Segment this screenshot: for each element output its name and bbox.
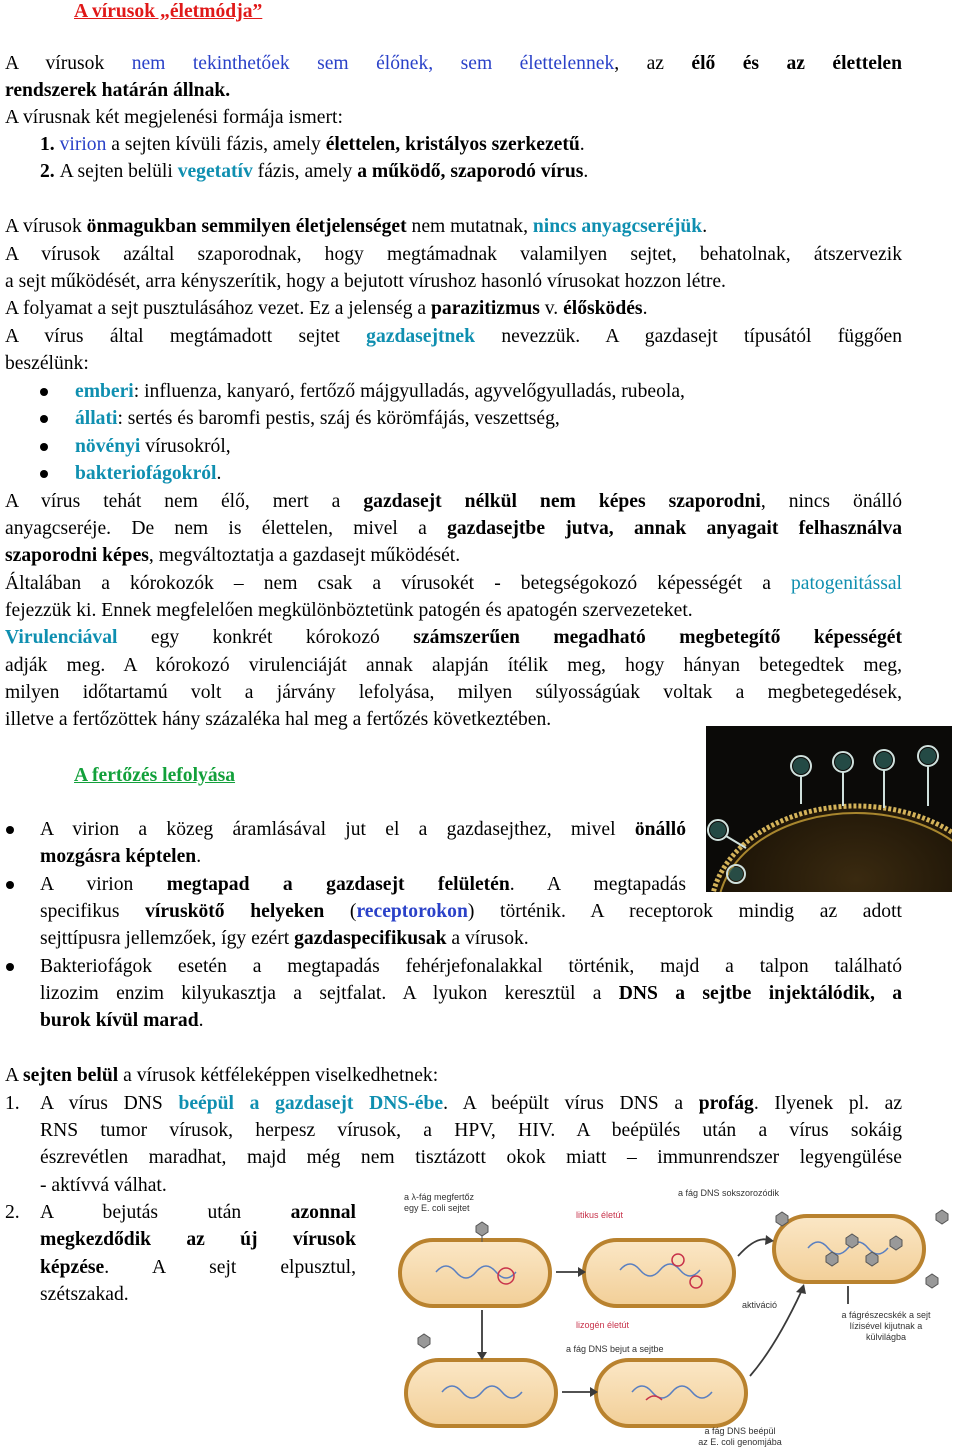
text-highlight: virion: [59, 134, 107, 155]
patho-line-1: [5, 572, 902, 596]
text-bold: gazdaspecifikusak: [294, 928, 447, 949]
viru-line-2: adják meg. A kórokozó virulenciáját annak alapján ítélik meg, hogy hányan betegedtek meg,: [5, 655, 902, 676]
text: , nincs önálló: [760, 491, 902, 512]
text: . A beépült vírus DNS a: [443, 1093, 699, 1114]
diagram-label-infect: a λ-fág megfertőz egy E. coli sejtet: [404, 1192, 475, 1213]
text-bold: önálló: [634, 819, 686, 840]
inside-item-1-number: 1.: [5, 1093, 20, 1114]
text: A virion a közeg áramlásával jut el a gazdasejthez, mivel: [40, 819, 635, 840]
text-bold: víruskötő helyeken: [145, 901, 325, 922]
bullet-icon: [40, 415, 48, 423]
text-bold: megtapad a gazdasejt felületén: [166, 874, 510, 895]
infection-b3-line-2: [40, 982, 902, 1006]
text-bold: profág: [698, 1093, 754, 1114]
intro-line-3: A vírusnak két megjelenési formája ismert:: [5, 107, 343, 128]
diagram-label-integrate: a fág DNS beépül az E. coli genomjába: [698, 1426, 782, 1447]
text: A: [5, 1065, 23, 1086]
host-examples: vírusokról,: [140, 436, 231, 457]
infection-b1-line-2: [40, 845, 201, 869]
text: A vírus tehát nem élő, mert a: [5, 491, 364, 512]
text: A virion: [40, 874, 167, 895]
patho-line-2: fejezzük ki. Ennek megfelelően megkülönböztetünk patogén és apatogén szervezeteket.: [5, 600, 693, 621]
host-type: állati: [75, 408, 118, 429]
text-bold: gazdasejtbe jutva, annak anyagait felhasználva: [447, 518, 903, 539]
text-bold: parazitizmus: [431, 298, 540, 319]
alive-line-3: [5, 544, 460, 568]
text: specifikus: [40, 901, 146, 922]
text-bold: képzése: [40, 1257, 105, 1278]
infection-b2-line-2: [40, 900, 902, 924]
text: a vírusok kétféleképpen viselkedhetnek:: [118, 1065, 439, 1086]
repro-line-2: a sejt működését, arra kényszerítik, hogy a bejutott vírushoz hasonló vírusokat hozzon létre.: [5, 271, 726, 292]
host-list-item: [75, 407, 560, 431]
host-type: bakteriofágokról: [75, 463, 217, 484]
host-type: emberi: [75, 381, 134, 402]
text: .: [702, 216, 708, 237]
bullet-icon: [6, 963, 14, 971]
text: nem mutatnak,: [406, 216, 533, 237]
title-text: A vírusok „életmódja”: [74, 1, 263, 22]
text: A vírusok: [5, 53, 132, 74]
text: nevezzük. A gazdasejt típusától függően: [475, 326, 902, 347]
text: egy konkrét kórokozó: [117, 627, 414, 648]
diagram-label-lysogenic: lizogén életút: [576, 1320, 630, 1330]
text: sejttípusra jellemzőek, így ezért: [40, 928, 295, 949]
text: . Ilyenek pl. az: [753, 1093, 903, 1114]
inside-intro: [5, 1064, 438, 1088]
text-highlight: nem tekinthetőek sem élőnek, sem élettelennek: [131, 53, 615, 74]
inside-item-1-line-4: - aktívvá válhat.: [40, 1175, 167, 1196]
text: anyagcseréje. De nem is élettelen, mivel a: [5, 518, 448, 539]
text: A vírus DNS: [40, 1093, 179, 1114]
alive-line-1: [5, 490, 902, 514]
text-bold: önmagukban semmilyen életjelenséget: [86, 216, 407, 237]
text-highlight: beépül a gazdasejt DNS-ébe: [178, 1093, 444, 1114]
text-bold: sejten belül: [22, 1065, 119, 1086]
text: Általában a kórokozók – nem csak a vírusokét - betegségokozó képességét a: [5, 573, 791, 594]
page-title: [74, 0, 262, 24]
text-highlight: Virulenciával: [5, 627, 118, 648]
text-highlight: gazdasejtnek: [366, 326, 476, 347]
text-bold: élő és az élettelen: [691, 53, 902, 74]
metabolism-line: [5, 215, 707, 239]
host-examples: : sertés és baromfi pestis, száj és körömfájás, veszettség,: [117, 408, 560, 429]
text: A bejutás után: [40, 1202, 291, 1223]
infection-b3-line-1: Bakteriofágok esetén a megtapadás fehérjefonalakkal történik, majd a talpon található: [40, 956, 902, 977]
text-highlight: patogenitással: [791, 573, 902, 594]
bullet-icon: [6, 826, 14, 834]
inside-item-1-line-3: észrevétlen maradhat, majd még nem tisztázott okok miatt – immunrendszer legyengülése: [40, 1147, 902, 1168]
host-examples: : influenza, kanyaró, fertőző májgyulladás, agyvelőgyulladás, rubeola,: [133, 381, 685, 402]
inside-item-2-line-4: szétszakad.: [40, 1284, 129, 1305]
text: , megváltoztatja a gazdasejt működését.: [148, 545, 461, 566]
host-list-item: [75, 462, 221, 486]
text: fázis, amely: [252, 161, 358, 182]
item-number: 2.: [40, 161, 60, 182]
text-bold: burok kívül marad: [40, 1010, 199, 1031]
text-bold: szaporodni képes: [5, 545, 149, 566]
intro-line-2: rendszerek határán állnak.: [5, 80, 231, 101]
text-bold: számszerűen megadható megbetegítő képességét: [413, 627, 902, 648]
inside-item-2-number: 2.: [5, 1202, 20, 1223]
text: .: [642, 298, 648, 319]
text: lizozim enzim kilyukasztja a sejtfalat. A lyukon keresztül a: [40, 983, 619, 1004]
form-item-1: [40, 133, 585, 157]
inside-item-2-line-3: [40, 1256, 356, 1280]
text: ) történik. A receptorok mindig az adott: [467, 901, 902, 922]
text: , az: [614, 53, 692, 74]
bullet-icon: [40, 443, 48, 451]
infection-b2-line-1: [40, 873, 686, 897]
alive-line-2: [5, 517, 902, 541]
text: a sejten kívüli fázis, amely: [106, 134, 326, 155]
text-bold: mozgásra képtelen: [40, 846, 197, 867]
inside-item-1-line-1: [40, 1092, 902, 1116]
text-bold: gazdasejt nélkül nem képes szaporodni: [363, 491, 761, 512]
host-examples: .: [216, 463, 222, 484]
diagram-label-dna-enter: a fág DNS bejut a sejtbe: [566, 1344, 664, 1354]
section-title: [74, 764, 235, 788]
text-bold: élettelen, kristályos szerkezetű: [325, 134, 580, 155]
repro-line-4: [5, 325, 902, 349]
text: A vírusok: [5, 216, 87, 237]
diagram-label-lytic: litikus életút: [576, 1210, 624, 1220]
text-bold: élősködés: [563, 298, 643, 319]
bullet-icon: [6, 881, 14, 889]
text: A folyamat a sejt pusztulásához vezet. Ez a jelenség a: [5, 298, 431, 319]
phage-micrograph-image: [706, 726, 952, 892]
infection-b3-line-3: [40, 1009, 204, 1033]
text: . A sejt elpusztul,: [104, 1257, 356, 1278]
bullet-icon: [40, 470, 48, 478]
text: . A megtapadás: [509, 874, 687, 895]
viru-line-4: illetve a fertőzöttek hány százaléka hal meg a fertőzés következtében.: [5, 709, 552, 730]
repro-line-5: beszélünk:: [5, 353, 89, 374]
text: v.: [539, 298, 564, 319]
host-type: növényi: [75, 436, 141, 457]
text-bold: DNS a sejtbe injektálódik, a: [618, 983, 902, 1004]
text: .: [583, 161, 589, 182]
section-title-text: A fertőzés lefolyása: [74, 765, 236, 786]
text: .: [196, 846, 202, 867]
text-highlight: nincs anyagcseréjük: [532, 216, 703, 237]
viru-line-1: [5, 626, 902, 650]
text: a vírusok.: [446, 928, 529, 949]
diagram-label-replicate: a fág DNS sokszorozódik: [678, 1188, 780, 1198]
text-highlight: vegetatív: [177, 161, 253, 182]
text: .: [579, 134, 585, 155]
text-bold: azonnal: [290, 1202, 356, 1223]
inside-item-2-line-2: megkezdődik az új vírusok: [40, 1229, 356, 1250]
phage-lifecycle-diagram: [396, 1186, 958, 1448]
host-list-item: [75, 380, 685, 404]
infection-b1-line-1: [40, 818, 686, 842]
text-bold: a működő, szaporodó vírus: [357, 161, 584, 182]
item-number: 1.: [40, 134, 60, 155]
host-list-item: [75, 435, 231, 459]
bullet-icon: [40, 388, 48, 396]
repro-line-1: A vírusok azáltal szaporodnak, hogy megtámadnak valamilyen sejtet, behatolnak, átszervezik: [5, 244, 902, 265]
text: A sejten belüli: [59, 161, 178, 182]
text: (: [324, 901, 357, 922]
text-highlight: receptorokon: [356, 901, 468, 922]
repro-line-3: [5, 297, 647, 321]
viru-line-3: milyen időtartamú volt a járvány lefolyása, milyen súlyosságúak voltak a megbetegedések,: [5, 682, 902, 703]
intro-line-1: [5, 52, 902, 76]
text: A vírus által megtámadott sejtet: [5, 326, 367, 347]
form-item-2: [40, 160, 588, 184]
diagram-label-release: a fágrészecskék a sejt lízisével kijutnak a külvilágba: [841, 1310, 931, 1342]
infection-b2-line-3: [40, 927, 529, 951]
inside-item-2-line-1: [40, 1201, 356, 1225]
inside-item-1-line-2: RNS tumor vírusok, herpesz vírusok, a HPV, HIV. A beépülés után a vírus sokáig: [40, 1120, 902, 1141]
diagram-label-activation: aktiváció: [742, 1300, 778, 1310]
text: .: [198, 1010, 204, 1031]
